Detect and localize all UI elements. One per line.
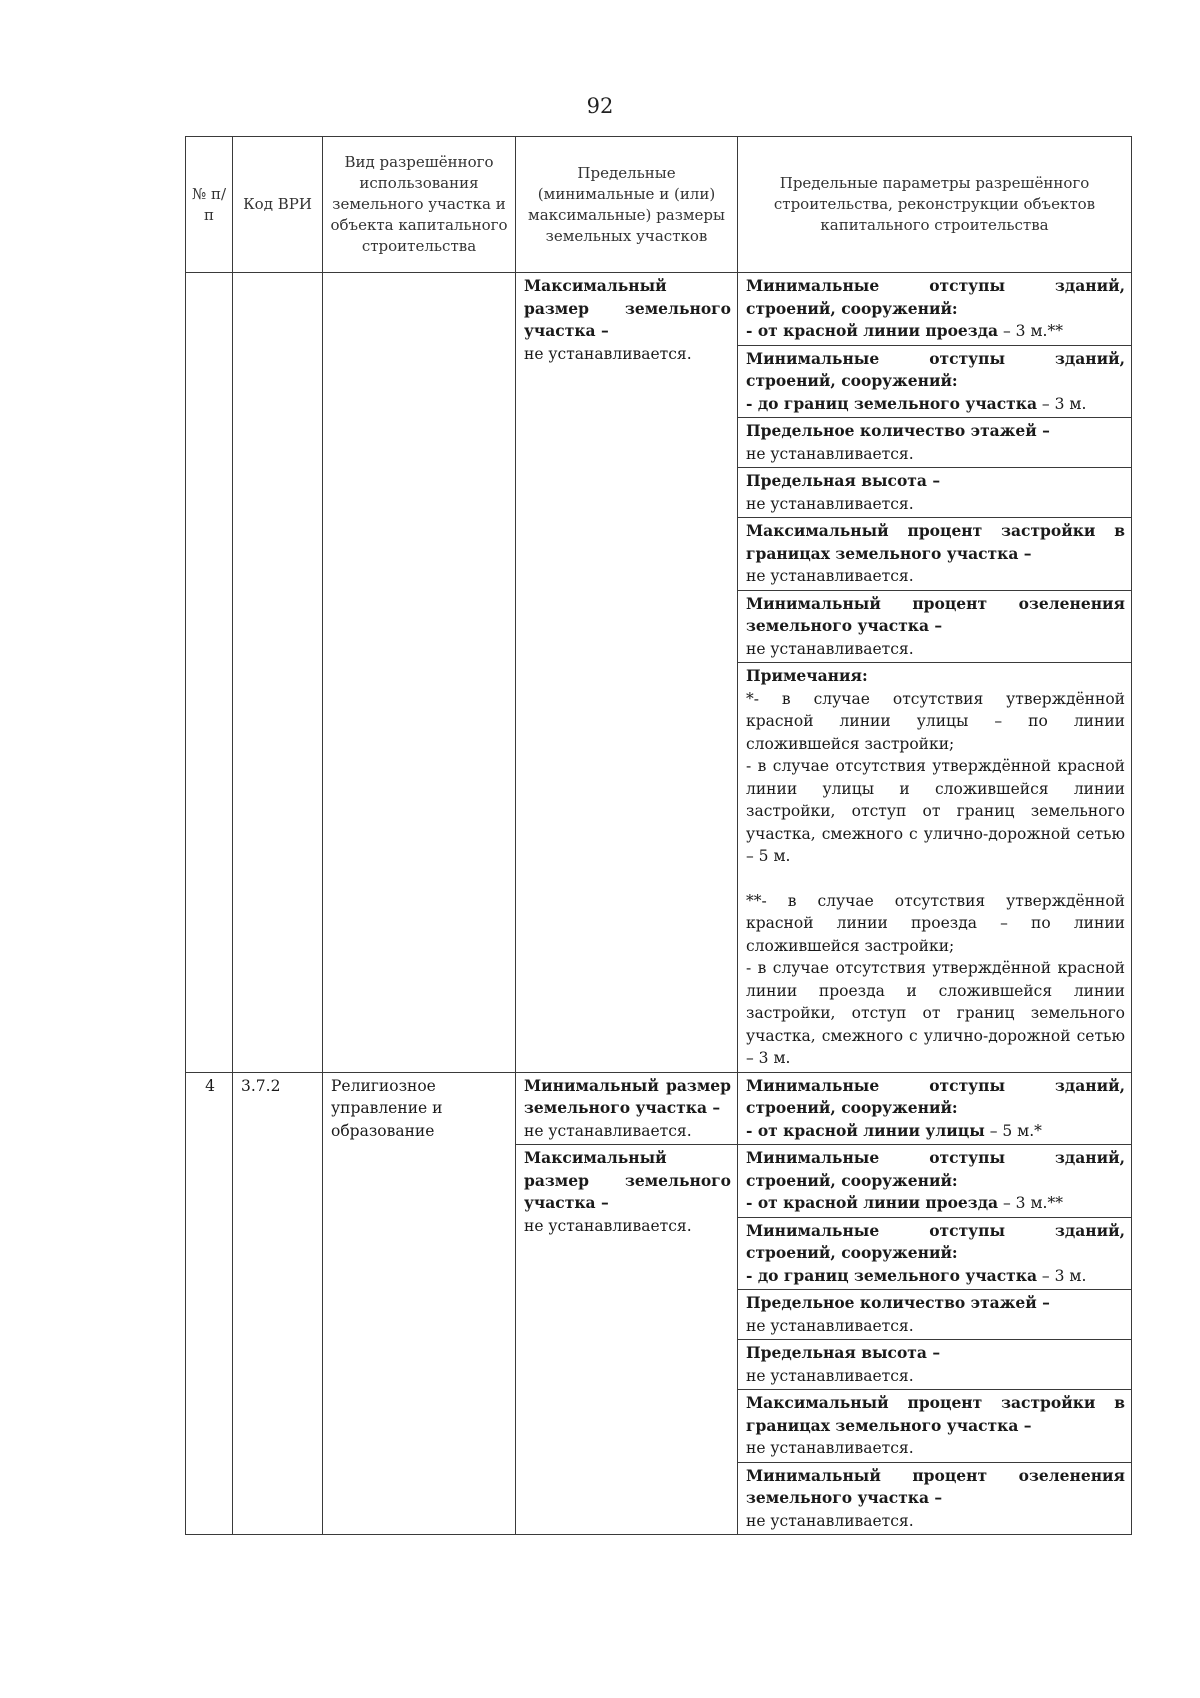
notes-cell xyxy=(738,663,1132,1073)
max-size-label: Максимальный размер земельного участка – xyxy=(524,1148,731,1212)
note-item: **- в случае отсутствия утверждённой красной линии проезда – по линии сложившейся застройки; xyxy=(746,891,1125,955)
param-label: Предельная высота – xyxy=(746,471,941,490)
cell-num: 4 xyxy=(186,1072,233,1535)
param-label: Минимальные отступы зданий, строений, сооружений: xyxy=(746,1075,1125,1117)
table-row xyxy=(186,1072,1132,1145)
param-label: Максимальный процент застройки в границах земельного участка – xyxy=(746,521,1125,563)
cell-max-size xyxy=(516,273,738,1073)
param-cell xyxy=(738,345,1132,418)
param-label: Предельная высота – xyxy=(746,1343,941,1362)
cell-num-empty xyxy=(186,273,233,1073)
param-value: - от красной линии проезда xyxy=(746,321,999,340)
header-num: № п/п xyxy=(186,137,233,273)
param-cell xyxy=(738,418,1132,468)
cell-vid: Религиозное управление и образование xyxy=(323,1072,516,1535)
param-value: - от красной линии проезда xyxy=(746,1193,999,1212)
cell-min-size xyxy=(516,1072,738,1145)
param-cell xyxy=(738,590,1132,663)
param-label: Предельное количество этажей – xyxy=(746,421,1050,440)
page-number: 92 xyxy=(586,94,614,118)
param-cell xyxy=(738,1290,1132,1340)
cell-vid-empty xyxy=(323,273,516,1073)
max-size-value: не устанавливается. xyxy=(524,1216,692,1235)
param-value: не устанавливается. xyxy=(746,1316,914,1335)
param-label: Минимальные отступы зданий, строений, сооружений: xyxy=(746,276,1125,318)
param-value: не устанавливается. xyxy=(746,639,914,658)
param-value: не устанавливается. xyxy=(746,567,914,585)
param-value: не устанавливается. xyxy=(746,494,914,513)
param-cell xyxy=(738,273,1132,346)
param-suffix: – 3 м.** xyxy=(998,322,1063,340)
param-cell xyxy=(738,1072,1132,1145)
param-value: - до границ земельного участка xyxy=(746,393,1037,413)
note-item: - в случае отсутствия утверждённой красной линии улицы и сложившейся линии застройки, отступ от границ земельного участка, смежного с улично-дорожной сетью – 5 м. xyxy=(746,757,1125,865)
param-suffix: – 3 м. xyxy=(1037,394,1087,413)
param-suffix: – 5 м.* xyxy=(984,1121,1042,1140)
header-code: Код ВРИ xyxy=(233,137,323,273)
param-label: Минимальный процент озеленения земельного участка – xyxy=(746,1465,1125,1507)
param-suffix: – 3 м. xyxy=(1037,1266,1087,1285)
param-label: Минимальные отступы зданий, строений, сооружений: xyxy=(746,1220,1125,1262)
header-sizes: Предельные (минимальные и (или) максимальные) размеры земельных участков xyxy=(516,137,738,273)
header-params: Предельные параметры разрешённого строительства, реконструкции объектов капитального строительства xyxy=(738,137,1132,273)
max-size-label: Максимальный размер земельного участка – xyxy=(524,276,731,340)
param-cell xyxy=(738,468,1132,518)
param-cell xyxy=(738,1462,1132,1535)
param-value: не устанавливается. xyxy=(746,1439,914,1457)
cell-code: 3.7.2 xyxy=(233,1072,323,1535)
param-value: не устанавливается. xyxy=(746,1366,914,1385)
regulations-table xyxy=(185,136,1132,1535)
table-header-row xyxy=(186,137,1132,273)
param-cell xyxy=(738,1217,1132,1290)
param-label: Предельное количество этажей – xyxy=(746,1293,1050,1312)
param-value: - от красной линии улицы xyxy=(746,1120,985,1140)
param-value: не устанавливается. xyxy=(746,444,914,463)
param-label: Минимальный процент озеленения земельного участка – xyxy=(746,593,1125,635)
param-cell xyxy=(738,1145,1132,1218)
note-item: - в случае отсутствия утверждённой красной линии проезда и сложившейся линии застройки, отступ от границ земельного участка, смежного с улично-дорожной сетью – 3 м. xyxy=(746,959,1125,1067)
header-vid: Вид разрешённого использования земельного участка и объекта капитального строительства xyxy=(323,137,516,273)
param-label: Минимальные отступы зданий, строений, сооружений: xyxy=(746,1148,1125,1190)
param-cell xyxy=(738,1340,1132,1390)
param-value: - до границ земельного участка xyxy=(746,1265,1037,1285)
param-suffix: – 3 м.** xyxy=(998,1194,1063,1212)
param-label: Минимальные отступы зданий, строений, сооружений: xyxy=(746,348,1125,390)
param-value: не устанавливается. xyxy=(746,1511,914,1530)
note-spacer xyxy=(746,868,1125,890)
min-size-label: Минимальный размер земельного участка – xyxy=(524,1075,731,1117)
cell-code-empty xyxy=(233,273,323,1073)
table-row xyxy=(186,273,1132,346)
notes-title: Примечания: xyxy=(746,666,868,685)
note-item: *- в случае отсутствия утверждённой красной линии улицы – по линии сложившейся застройки; xyxy=(746,689,1125,753)
max-size-value: не устанавливается. xyxy=(524,344,692,363)
min-size-value: не устанавливается. xyxy=(524,1121,692,1140)
param-cell xyxy=(738,1390,1132,1463)
param-label: Максимальный процент застройки в границах земельного участка – xyxy=(746,1393,1125,1435)
param-cell xyxy=(738,518,1132,591)
cell-max-size xyxy=(516,1145,738,1535)
